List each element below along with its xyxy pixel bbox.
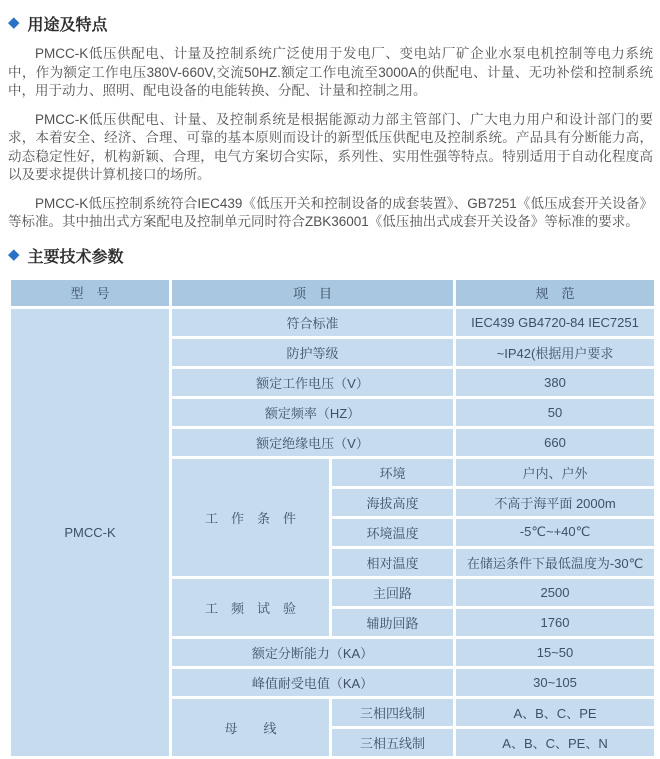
spec-cell: -5℃~+40℃ — [455, 517, 656, 547]
item-cell: 额定绝缘电压（V） — [171, 427, 455, 457]
diamond-bullet-icon: ◆ — [8, 14, 20, 31]
section-title-features — [8, 12, 653, 35]
item-cell: 额定频率（HZ） — [171, 397, 455, 427]
spec-cell: 50 — [455, 397, 656, 427]
model-cell: PMCC-K — [10, 307, 171, 757]
col-header-model: 型 号 — [10, 278, 171, 307]
features-paragraph-1: PMCC-K低压供配电、计量及控制系统广泛使用于发电厂、变电站厂矿企业水泵电机控制等电力系统中，作为额定工作电压380V-660V,交流50HZ.额定工作电流至3000A的供配电、计量、无功补偿和控制系统中，用于动力、照明、配电设备的电能转换、分配、计量和控制之用。 — [8, 46, 653, 98]
section-title-text: 主要技术参数 — [27, 248, 124, 266]
item-cell: 主回路 — [331, 577, 455, 607]
group-cell: 母 线 — [171, 697, 331, 757]
col-header-item: 项 目 — [171, 278, 455, 307]
specs-table — [8, 277, 657, 759]
spec-cell: 380 — [455, 367, 656, 397]
item-cell: 防护等级 — [171, 337, 455, 367]
spec-cell: A、B、C、PE、N — [455, 727, 656, 757]
item-cell: 三相五线制 — [331, 727, 455, 757]
features-paragraph-2: PMCC-K低压供配电、计量、及控制系统是根据能源动力部主管部门、广大电力用户和设计部门的要求，本着安全、经济、合理、可靠的基本原则而设计的新型低压供配电及控制系统。产品具有分断能力高，动态稳定性好，机构新颖、合理，电气方案切合实际，系列性、实用性强等特点。特别适用于自动化程度高以及要求提供计算机接口的场所。 — [8, 111, 653, 182]
item-cell: 峰值耐受电值（KA） — [171, 667, 455, 697]
group-cell: 工 作 条 件 — [171, 457, 331, 577]
spec-cell: IEC439 GB4720-84 IEC7251 — [455, 307, 656, 337]
features-paragraph-3: PMCC-K低压控制系统符合IEC439《低压开关和控制设备的成套装置》、GB7251《低压成套开关设备》等标准。其中抽出式方案配电及控制单元同时符合ZBK36001《低压抽出式成套开关设备》等标准的要求。 — [8, 195, 653, 229]
item-cell: 额定分断能力（KA） — [171, 637, 455, 667]
item-cell: 辅助回路 — [331, 607, 455, 637]
spec-cell: 660 — [455, 427, 656, 457]
spec-cell: 30~105 — [455, 667, 656, 697]
spec-cell: 2500 — [455, 577, 656, 607]
spec-cell: 1760 — [455, 607, 656, 637]
group-cell: 工 频 试 验 — [171, 577, 331, 637]
table-row — [10, 307, 656, 337]
spec-cell: 不高于海平面 2000m — [455, 487, 656, 517]
item-cell: 三相四线制 — [331, 697, 455, 727]
spec-cell: 户内、户外 — [455, 457, 656, 487]
item-cell: 符合标准 — [171, 307, 455, 337]
diamond-bullet-icon: ◆ — [8, 245, 20, 263]
spec-cell: A、B、C、PE — [455, 697, 656, 727]
table-header-row — [10, 278, 656, 307]
section-title-text: 用途及特点 — [27, 17, 108, 34]
item-cell: 环境 — [331, 457, 455, 487]
spec-cell: ~IP42(根据用户要求 — [455, 337, 656, 367]
item-cell: 海拔高度 — [331, 487, 455, 517]
item-cell: 额定工作电压（V） — [171, 367, 455, 397]
item-cell: 环境温度 — [331, 517, 455, 547]
col-header-spec: 规 范 — [455, 278, 656, 307]
section-title-specs — [8, 244, 653, 267]
item-cell: 相对温度 — [331, 547, 455, 577]
spec-cell: 在储运条件下最低温度为-30℃ — [455, 547, 656, 577]
spec-cell: 15~50 — [455, 637, 656, 667]
